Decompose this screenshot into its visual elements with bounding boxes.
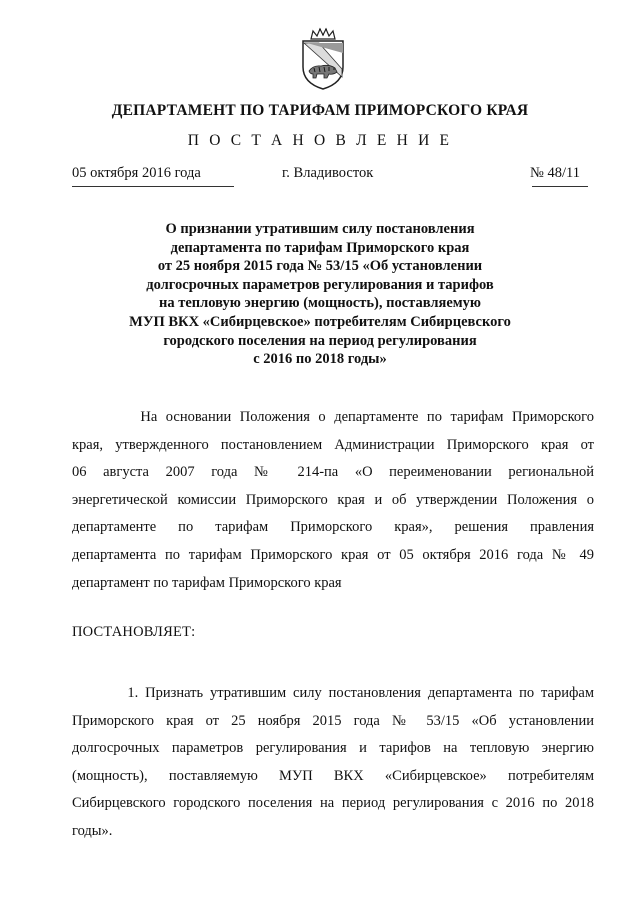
document-number: № 48/11: [530, 165, 580, 181]
date-underline: [72, 186, 234, 187]
paragraph-line: (мощность), поставляемую МУП ВКХ «Сибирцевское» потребителям: [72, 767, 594, 784]
paragraph-line: Приморского края от 25 ноября 2015 года № 53/15 «Об установлении: [72, 712, 594, 729]
primorsky-krai-coat-of-arms-icon: [299, 27, 347, 91]
subject-line: МУП ВКХ «Сибирцевское» потребителям Сибирцевского: [129, 313, 511, 330]
paragraph-line: На основании Положения о департаменте по тарифам Приморского: [72, 409, 594, 425]
document-type: П О С Т А Н О В Л Е Н И Е: [187, 132, 453, 149]
paragraph-line: 06 августа 2007 года № 214-па «О переименовании региональной: [72, 464, 594, 481]
subject-line: на тепловую энергию (мощность), поставляемую: [159, 295, 481, 312]
document-date: 05 октября 2016 года: [72, 165, 201, 181]
decree-word: ПОСТАНОВЛЯЕТ:: [72, 624, 196, 640]
paragraph-line: 1. Признать утратившим силу постановления департамента по тарифам: [72, 685, 594, 701]
paragraph-line: департаменте по тарифам Приморского края», решения правления: [72, 519, 594, 536]
subject-line: департамента по тарифам Приморского края: [170, 239, 470, 256]
basis-paragraph: [72, 404, 594, 597]
subject-line: городского поселения на период регулирования: [163, 332, 477, 349]
paragraph-line: долгосрочных параметров регулирования и тарифов на тепловую энергию: [72, 740, 594, 757]
paragraph-line: Сибирцевского городского поселения на период регулирования с 2016 по 2018: [72, 795, 594, 812]
item-1-paragraph: [72, 680, 594, 846]
paragraph-line: годы».: [72, 822, 113, 839]
paragraph-line: департамент по тарифам Приморского края: [72, 574, 342, 591]
subject-line: с 2016 по 2018 годы»: [253, 351, 387, 368]
subject-line: долгосрочных параметров регулирования и тарифов: [146, 276, 494, 293]
paragraph-line: энергетической комиссии Приморского края и об утверждении Положения о: [72, 491, 594, 508]
department-title: ДЕПАРТАМЕНТ ПО ТАРИФАМ ПРИМОРСКОГО КРАЯ: [111, 102, 529, 119]
document-subject: [60, 220, 580, 369]
document-city: г. Владивосток: [282, 165, 374, 181]
paragraph-line: края, утвержденного постановлением Администрации Приморского края от: [72, 436, 594, 453]
number-underline: [532, 186, 588, 187]
subject-line: О признании утратившим силу постановления: [165, 221, 475, 237]
subject-line: от 25 ноября 2015 года № 53/15 «Об установлении: [157, 258, 483, 275]
paragraph-line: департамента по тарифам Приморского края от 05 октября 2016 года № 49: [72, 546, 594, 563]
